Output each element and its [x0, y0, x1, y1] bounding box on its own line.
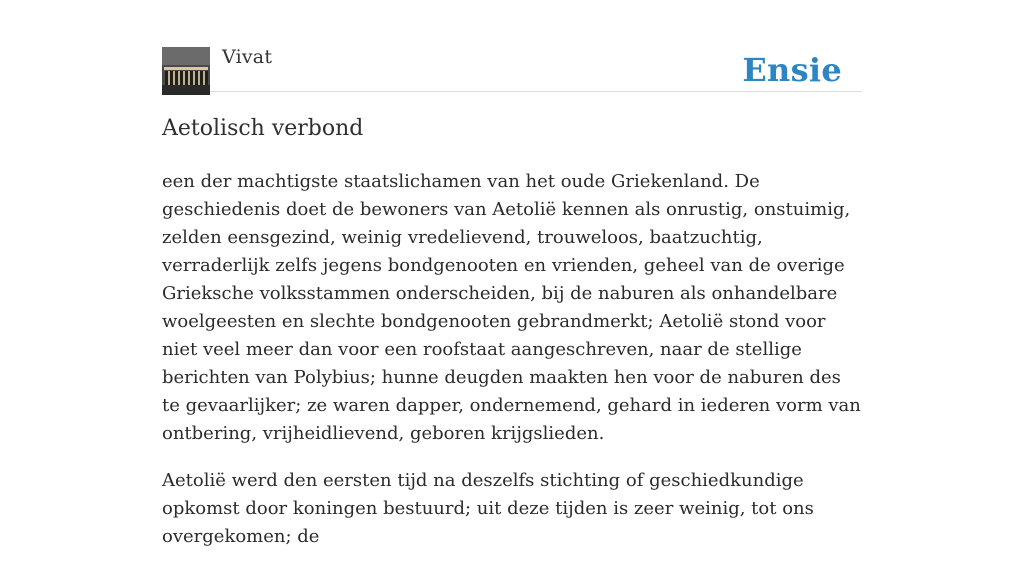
brand-logo[interactable]: Ensie: [742, 51, 842, 89]
article-page: [162, 0, 862, 547]
article-title: Aetolisch verbond: [162, 116, 364, 141]
article-header: [162, 0, 862, 92]
article-paragraph: een der machtigste staatslichamen van het oude Griekenland. De geschiedenis doet de bewoners van Aetolië kennen als onrustig, onstuimig, zelden eensgezind, weinig vredelievend, trouweloos, baatzuchtig, verraderlijk zelfs jegens bondgenooten en vrienden, geheel van de overige Grieksche volksstammen onderscheiden, bij de naburen als onhandelbare woelgeesten en slechte bondgenooten gebrandmerkt; Aetolië stond voor niet veel meer dan voor een roofstaat aangeschreven, naar de stellige berichten van Polybius; hunne deugden maakten hen voor de naburen des te gevaarlijker; ze waren dapper, ondernemend, gehard in iederen vorm van ontbering, vrijheidlievend, geboren krijgslieden.: [162, 171, 861, 444]
article-body: [162, 168, 862, 570]
author-avatar[interactable]: [162, 47, 210, 95]
avatar-image: [162, 47, 210, 95]
article-paragraph: Aetolië werd den eersten tijd na deszelfs stichting of geschiedkundige opkomst door koningen bestuurd; uit deze tijden is zeer weinig, tot ons overgekomen; de: [162, 470, 814, 547]
author-name[interactable]: Vivat: [222, 46, 273, 68]
